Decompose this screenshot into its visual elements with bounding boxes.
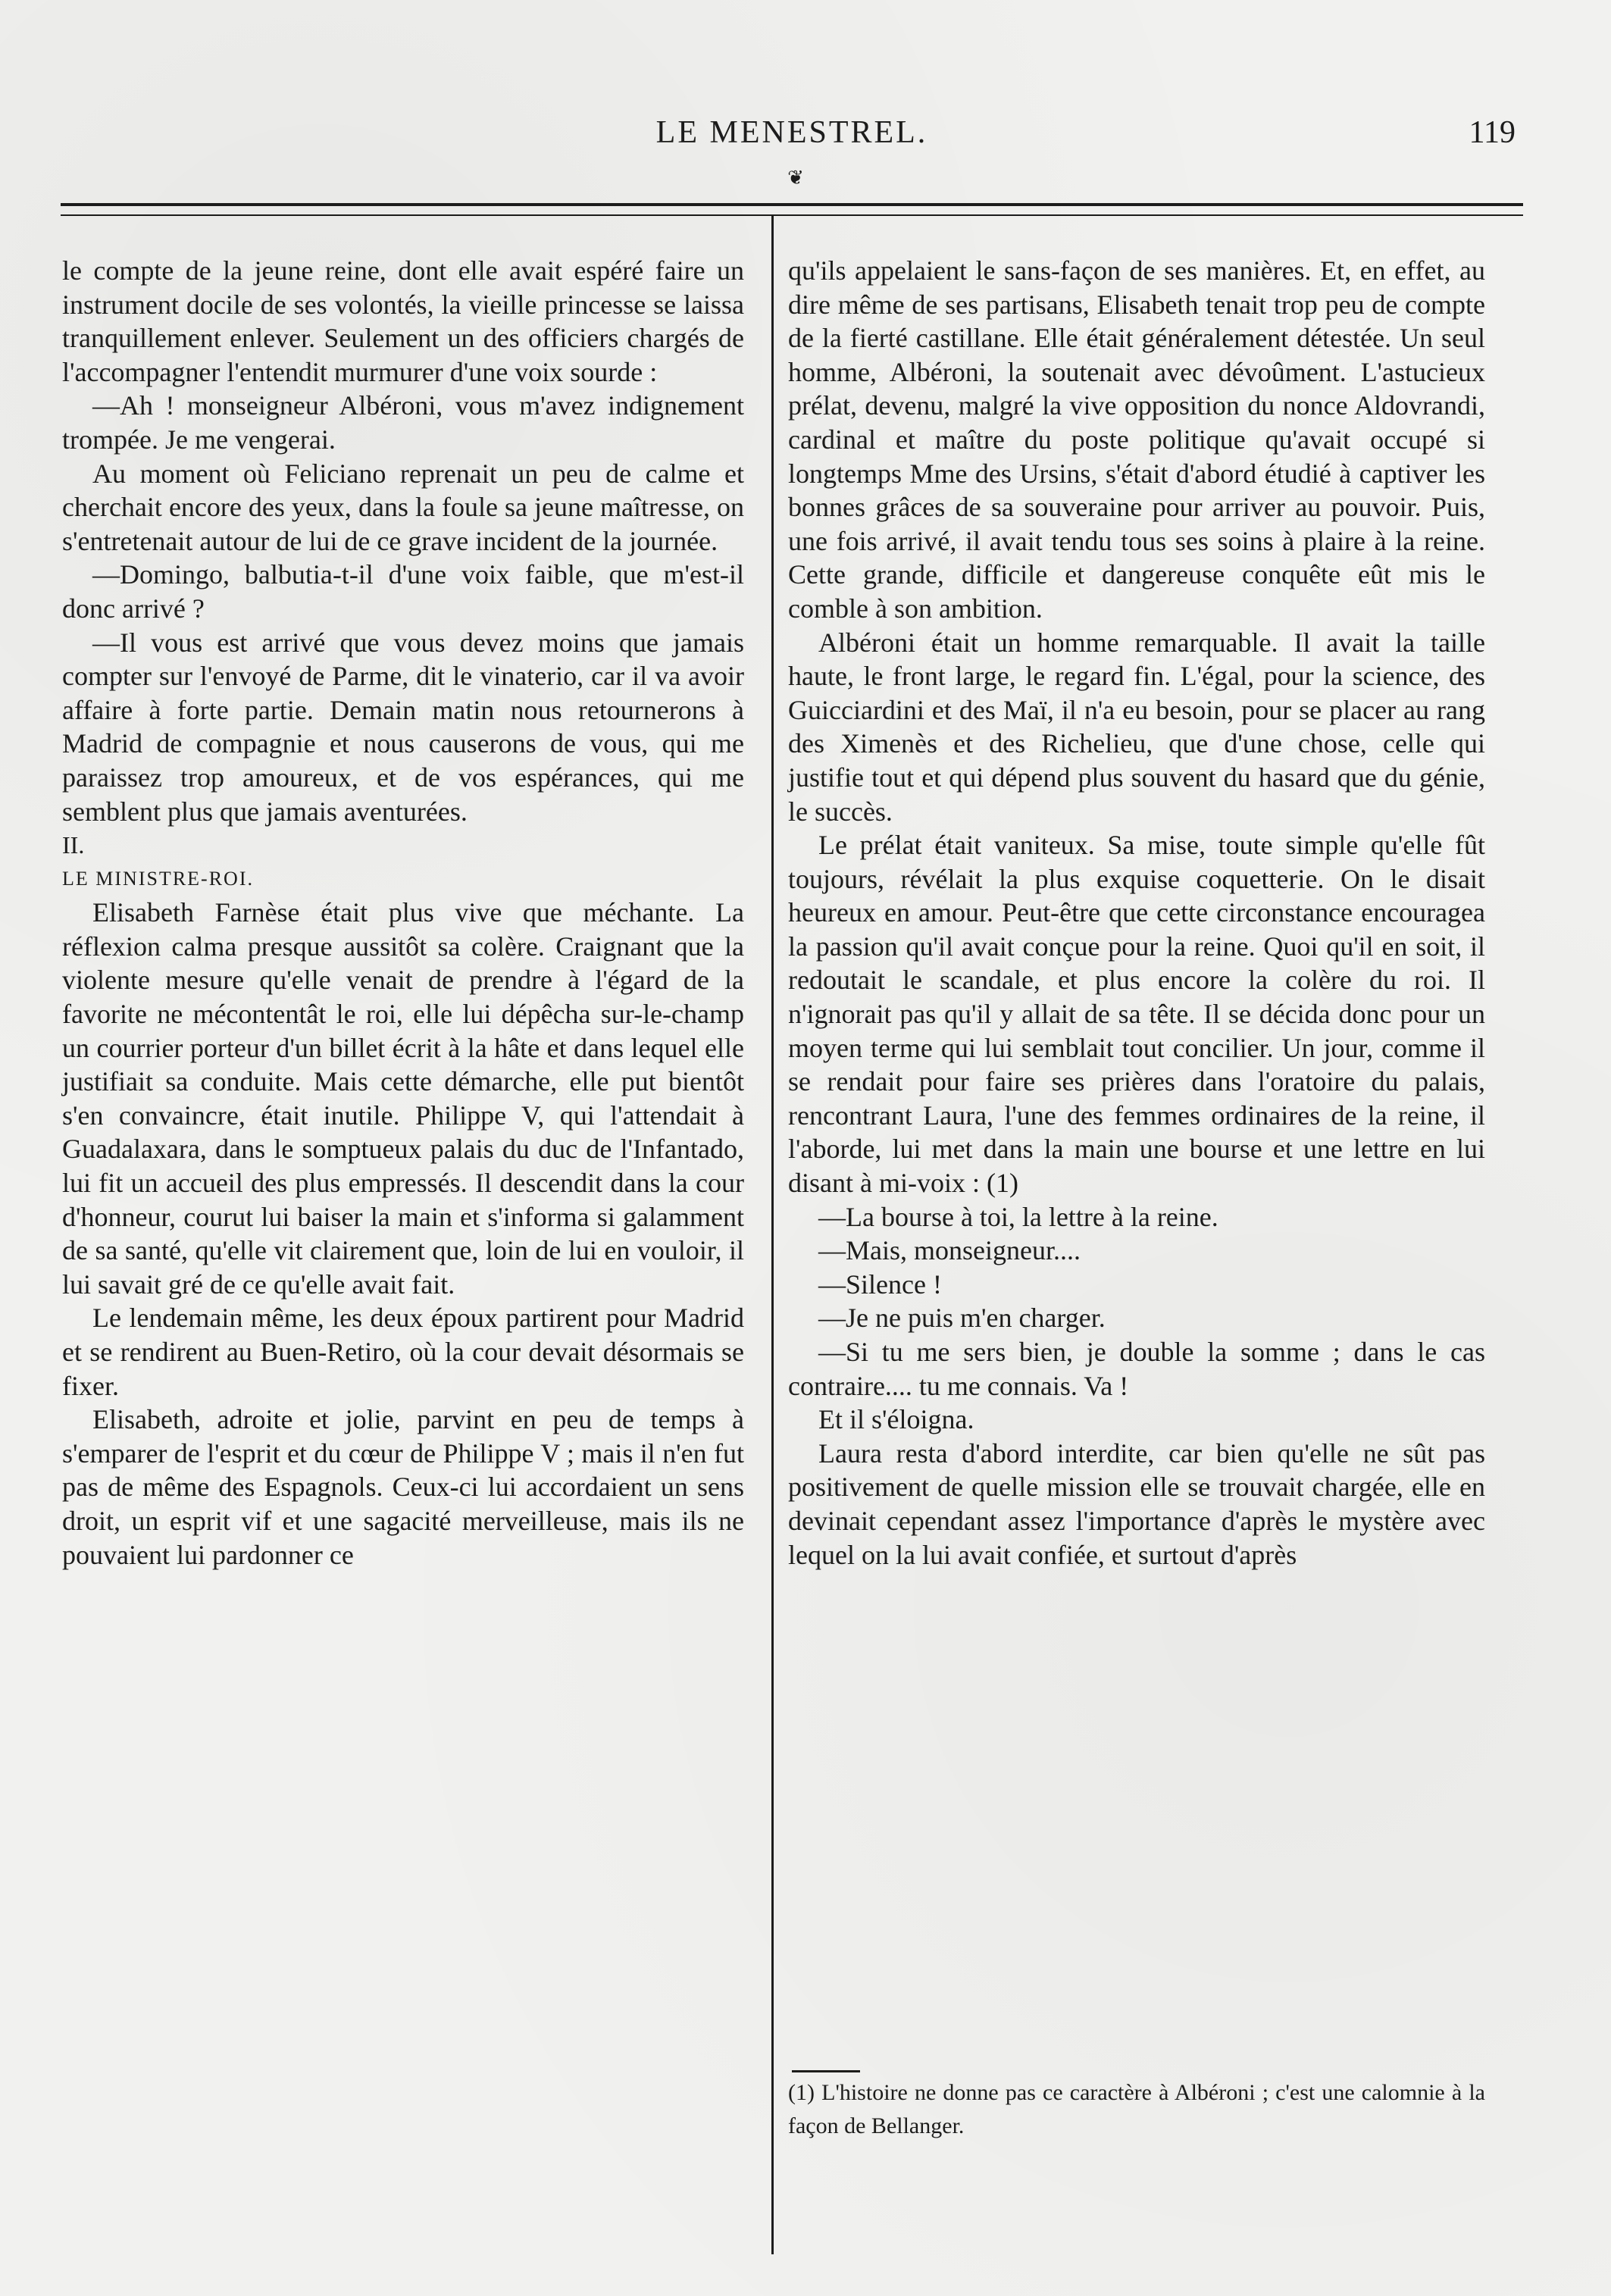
paragraph: Albéroni était un homme remarquable. Il avait la taille haute, le front large, le regard fin. L'égal, pour la science, des Guicciardini et des Maï, il n'a eu besoin, pour se placer au rang des Ximenès et des Richelieu, que d'une chose, celle qui justifie tout et qui dépend plus souvent du hasard que du génie, le succès.	[788, 627, 1485, 827]
paragraph: le compte de la jeune reine, dont elle avait espéré faire un instrument docile de ses volontés, la vieille princesse se laissa tranquillement enlever. Seulement un des officiers chargés de l'accompagner l'entendit murmurer d'une voix sourde :	[62, 255, 744, 387]
right-column	[788, 254, 1485, 1572]
left-column	[62, 254, 744, 1572]
paragraph: —La bourse à toi, la lettre à la reine.	[818, 1201, 1218, 1232]
paragraph: Laura resta d'abord interdite, car bien qu'elle ne sût pas positivement de quelle mission elle se trouvait chargée, elle en devinait cependant assez l'importance d'après le mystère avec lequel on la lui avait confiée, et surtout d'après	[788, 1437, 1485, 1570]
paragraph: —Je ne puis m'en charger.	[818, 1303, 1106, 1334]
header-rule	[61, 203, 1523, 206]
paragraph: Le prélat était vaniteux. Sa mise, toute simple qu'elle fût toujours, révélait la plus exquise coquetterie. On le disait heureux en amour. Peut-être que cette circonstance encouragea la passion qu'il avait conçue pour la reine. Quoi qu'il en soit, il redoutait le scandale, et plus encore la colère du roi. Il n'ignorait pas qu'il y allait de sa tête. Il se décida donc pour un moyen terme qui lui semblait tout concilier. Un jour, comme il se rendait pour faire ses prières dans l'oratoire du palais, rencontrant Laura, l'une des femmes ordinaires de la reine, il l'aborde, lui met dans la main une bourse et une lettre en lui disant à mi-voix : (1)	[788, 830, 1485, 1199]
page-header	[61, 114, 1523, 159]
section-title: LE MINISTRE-ROI.	[62, 867, 254, 890]
page-number: 119	[1469, 115, 1516, 150]
paragraph: —Ah ! monseigneur Albéroni, vous m'avez indignement trompée. Je me vengerai.	[62, 390, 744, 455]
paragraph: —Il vous est arrivé que vous devez moins que jamais compter sur l'envoyé de Parme, dit le vinaterio, car il va avoir affaire à forte partie. Demain matin nous retournerons à Madrid de compagnie et nous causerons de vous, qui me paraissez trop amoureux, et de vos espérances, qui me semblent plus que jamais aventurées.	[62, 627, 744, 827]
ornament-icon: ❦	[787, 167, 804, 189]
header-rule-thin	[61, 214, 1523, 216]
column-divider	[771, 216, 774, 2254]
paragraph: Et il s'éloigna.	[818, 1404, 974, 1435]
paragraph: Au moment où Feliciano reprenait un peu de calme et cherchait encore des yeux, dans la foule sa jeune maîtresse, on s'entretenait autour de lui de ce grave incident de la journée.	[62, 458, 744, 556]
paragraph: —Silence !	[818, 1268, 942, 1300]
paragraph: —Mais, monseigneur....	[818, 1235, 1081, 1266]
paragraph: Elisabeth, adroite et jolie, parvint en peu de temps à s'emparer de l'esprit et du cœur de Philippe V ; mais il n'en fut pas de même des Espagnols. Ceux-ci lui accordaient un sens droit, un esprit vif et une sagacité merveilleuse, mais ils ne pouvaient lui pardonner ce	[62, 1404, 744, 1570]
paragraph: Le lendemain même, les deux époux partirent pour Madrid et se rendirent au Buen-Retiro, où la cour devait désormais se fixer.	[62, 1303, 744, 1401]
paragraph: —Domingo, balbutia-t-il d'une voix faible, que m'est-il donc arrivé ?	[62, 559, 744, 624]
footnote-rule	[792, 2070, 860, 2072]
section-number: II.	[62, 831, 85, 859]
paragraph: qu'ils appelaient le sans-façon de ses manières. Et, en effet, au dire même de ses partisans, Elisabeth tenait trop peu de compte de la fierté castillane. Elle était généralement détestée. Un seul homme, Albéroni, la soutenait avec dévoûment. L'astucieux prélat, devenu, malgré la vive opposition du nonce Aldovrandi, cardinal et maître du poste politique qu'avait occupé si longtemps Mme des Ursins, s'était d'abord étudié à captiver les bonnes grâces de sa souveraine pour arriver au pouvoir. Puis, une fois arrivé, il avait tendu tous ses soins à plaire à la reine. Cette grande, difficile et dangereuse conquête eût mis le comble à son ambition.	[788, 255, 1485, 624]
running-title: LE MENESTREL.	[655, 115, 928, 150]
paragraph: Elisabeth Farnèse était plus vive que méchante. La réflexion calma presque aussitôt sa colère. Craignant que la violente mesure qu'elle venait de prendre à l'égard de la favorite ne mécontentât le roi, elle lui dépêcha sur-le-champ un courrier porteur d'un billet écrit à la hâte et dans lequel elle justifiait sa conduite. Mais cette démarche, elle put bientôt s'en convaincre, était inutile. Philippe V, qui l'attendait à Guadalaxara, dans le somptueux palais du duc de l'Infantado, lui fit un accueil des plus empressés. Il descendit dans la cour d'honneur, courut lui baiser la main et s'informa si galamment de sa santé, qu'elle vit clairement que, loin de lui en vouloir, il lui savait gré de ce qu'elle avait fait.	[62, 897, 744, 1300]
footnote: (1) L'histoire ne donne pas ce caractère à Albéroni ; c'est une calomnie à la façon de Bellanger.	[788, 2080, 1485, 2138]
paragraph: —Si tu me sers bien, je double la somme ; dans le cas contraire.... tu me connais. Va !	[788, 1337, 1485, 1401]
